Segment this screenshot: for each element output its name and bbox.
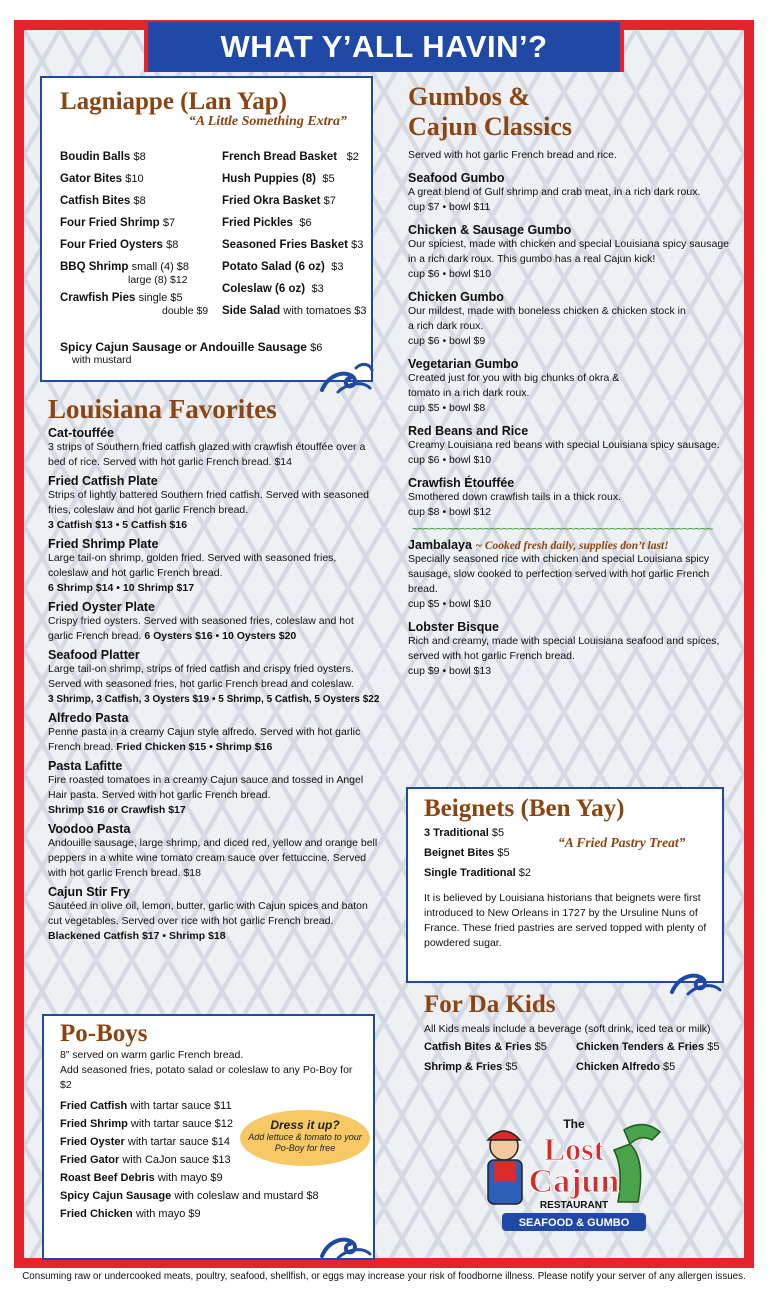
lagniappe-title: Lagniappe (Lan Yap) [60,88,287,115]
kids-note: All Kids meals include a beverage (soft drink, iced tea or milk) [424,1023,711,1035]
svg-text:The: The [563,1117,585,1131]
gumbos-title: Gumbos & [408,82,531,111]
menu-item: Four Fried Shrimp $7 [60,217,176,229]
menu-item: Crawfish Étouffée Smothered down crawfish tails in a thick roux. cup $8 • bowl $12 [408,476,622,518]
menu-item: Catfish Bites & Fries $5 [424,1041,547,1053]
menu-item: Beignet Bites $5 [424,847,510,859]
menu-item: Fried Pickles $6 [222,217,312,229]
menu-item: Single Traditional $2 [424,867,531,879]
menu-item-sub: large (8) $12 [128,274,188,286]
menu-item: Jambalaya ~ Cooked fresh daily, supplies don’t last! Specially seasoned rice with chicken and special Louisiana spicy sausage, slow cooked to perfection served with hot garlic French bread. cup $5 • bowl $10 [408,538,710,610]
svg-text:SEAFOOD & GUMBO: SEAFOOD & GUMBO [518,1217,630,1229]
menu-item: Catfish Bites $8 [60,195,146,207]
menu-item: Fried Gator with CaJon sauce $13 [60,1154,231,1166]
lagniappe-section [40,76,373,382]
beignets-tagline: “A Fried Pastry Treat” [558,835,686,850]
menu-item: Cat-touffée 3 strips of Southern fried catfish glazed with crawfish étouffée over a bed of rice. Served with hot garlic French bread. $14 [48,426,366,468]
menu-item: BBQ Shrimp small (4) $8 [60,261,190,273]
lost-cajun-logo [474,1110,674,1248]
menu-item: Fried Okra Basket $7 [222,195,336,207]
poboys-intro: 8” served on warm garlic French bread. [60,1049,244,1061]
menu-item: Side Salad with tomatoes $3 [222,305,367,317]
beignets-history: It is believed by Louisiana historians that beignets were first introduced to New Orleans in 1727 by the Ursuline Nuns of France. These fried pastries are served topped with plenty of powdered sugar. [424,892,707,949]
menu-item: Chicken Alfredo $5 [576,1061,676,1073]
menu-item: Red Beans and Rice Creamy Louisiana red beans with special Louisiana spicy sausage. cup $6 • bowl $10 [408,424,720,466]
menu-item: Boudin Balls $8 [60,151,146,163]
menu-item: Spicy Cajun Sausage with coleslaw and mustard $8 [60,1190,319,1202]
svg-text:Cajun: Cajun [528,1163,620,1200]
allergen-disclaimer: Consuming raw or undercooked meats, poultry, seafood, shellfish, or eggs may increase your risk of foodborne illness. Please notify your server of any allergen issues. [22,1271,746,1282]
menu-item: Coleslaw (6 oz) $3 [222,283,324,295]
menu-item: Fried Oyster with tartar sauce $14 [60,1136,230,1148]
sausage-item: Spicy Cajun Sausage or Andouille Sausage $6 with mustard [60,340,323,366]
gumbos-intro: Served with hot garlic French bread and rice. [408,149,617,161]
menu-item: Fried Shrimp with tartar sauce $12 [60,1118,234,1130]
menu-item: Hush Puppies (8) $5 [222,173,335,185]
menu-item: 3 Traditional $5 [424,827,505,839]
menu-item: Seasoned Fries Basket $3 [222,239,364,251]
kids-section [424,988,734,1081]
menu-item: Four Fried Oysters $8 [60,239,179,251]
beignets-section [406,787,724,983]
menu-item: Fried Catfish with tartar sauce $11 [60,1100,232,1112]
svg-text:RESTAURANT: RESTAURANT [539,1200,609,1211]
menu-item-sub: double $9 [162,305,209,317]
wave-swirl-icon [318,356,374,394]
favorites-title: Louisiana Favorites [48,394,277,424]
menu-item: Shrimp & Fries $5 [424,1061,518,1073]
menu-item: Potato Salad (6 oz) $3 [222,261,344,273]
kids-title: For Da Kids [424,991,556,1018]
menu-item: Seafood Gumbo A great blend of Gulf shrimp and crab meat, in a rich dark roux. cup $7 • bowl $11 [408,171,701,213]
menu-item: Fried Catfish Plate Strips of lightly battered Southern fried catfish. Served with seasoned fries, coleslaw and hot garlic French bread. 3 Catfish $13 • 5 Catfish $16 [48,474,370,531]
menu-item: Seafood Platter Large tail-on shrimp, strips of fried catfish and crispy fried oysters. Served with seasoned fries, hot garlic French bread and coleslaw. 3 Shrimp, 3 Catfish, 3 Oysters $19 • 5 Shrimp, 5 Catfish, 5 Oysters $22 [48,648,380,705]
lagniappe-left-column [60,146,208,318]
menu-item: Roast Beef Debris with mayo $9 [60,1172,223,1184]
louisiana-favorites-section [48,392,378,944]
menu-item: French Bread Basket $2 [222,151,359,163]
kids-items [424,1041,734,1081]
menu-item: Pasta Lafitte Fire roasted tomatoes in a creamy Cajun sauce and tossed in Angel Hair pasta. Served with hot garlic French bread. Shrimp $16 or Crawfish $17 [48,759,364,816]
menu-item: Chicken Gumbo Our mildest, made with boneless chicken & chicken stock in a rich dark roux. cup $6 • bowl $9 [408,290,686,347]
lagniappe-right-column [222,146,367,322]
menu-item: Voodoo Pasta Andouille sausage, large shrimp, and diced red, yellow and orange bell peppers in a white wine tomato cream sauce over fettuccine. Served with hot garlic French bread. $18 [48,822,378,879]
beignets-title: Beignets (Ben Yay) [424,795,625,822]
menu-item: Fried Chicken with mayo $9 [60,1208,201,1220]
menu-item: Crawfish Pies single $5 [60,292,183,304]
gumbos-section [408,82,738,679]
menu-item: Alfredo Pasta Penne pasta in a creamy Cajun style alfredo. Served with hot garlic French bread. Fried Chicken $15 • Shrimp $16 [48,711,361,753]
svg-text:Lost: Lost [543,1131,605,1167]
tilde-divider: ~~~~~~~~~~~~~~~~~~~~~~~~~~~~~~~~~~~~~~~~~~~~~~~~~~ [412,522,713,536]
menu-item: Fried Oyster Plate Crispy fried oysters. Served with seasoned fries, coleslaw and hot garlic French bread. 6 Oysters $16 • 10 Oysters $20 [48,600,354,642]
menu-item: Vegetarian Gumbo Created just for you with big chunks of okra & tomato in a rich dark roux. cup $5 • bowl $8 [408,357,620,414]
menu-item: Lobster Bisque Rich and creamy, made with special Louisiana seafood and spices, served with hot garlic French bread. cup $9 • bowl $13 [408,620,720,677]
menu-item: Fried Shrimp Plate Large tail-on shrimp, golden fried. Served with seasoned fries, coleslaw and hot garlic French bread. 6 Shrimp $14 • 10 Shrimp $17 [48,537,337,594]
menu-item: Chicken & Sausage Gumbo Our spiciest, made with chicken and special Louisiana spicy sausage in a rich dark roux. This gumbo has a real Cajun kick! cup $6 • bowl $10 [408,223,730,280]
lagniappe-tagline: “A Little Something Extra” [188,114,347,129]
poboys-addon: Add seasoned fries, potato salad or coleslaw to any Po-Boy for $2 [60,1064,353,1091]
menu-item: Chicken Tenders & Fries $5 [576,1041,720,1053]
dress-it-up-badge: Dress it up? Add lettuce & tomato to your Po-Boy for free [240,1110,370,1166]
poboys-title: Po-Boys [60,1020,148,1047]
wave-swirl-icon [318,1222,374,1260]
menu-item: Cajun Stir Fry Sautéed in olive oil, lemon, butter, garlic with Cajun spices and baton cut vegetables. Served over rice with hot garlic French bread. Blackened Catfish $17 • Shrimp $18 [48,885,368,942]
menu-item: Gator Bites $10 [60,173,144,185]
gumbos-title-line2: Cajun Classics [408,112,572,141]
menu-banner: WHAT Y’ALL HAVIN’? [144,22,624,72]
